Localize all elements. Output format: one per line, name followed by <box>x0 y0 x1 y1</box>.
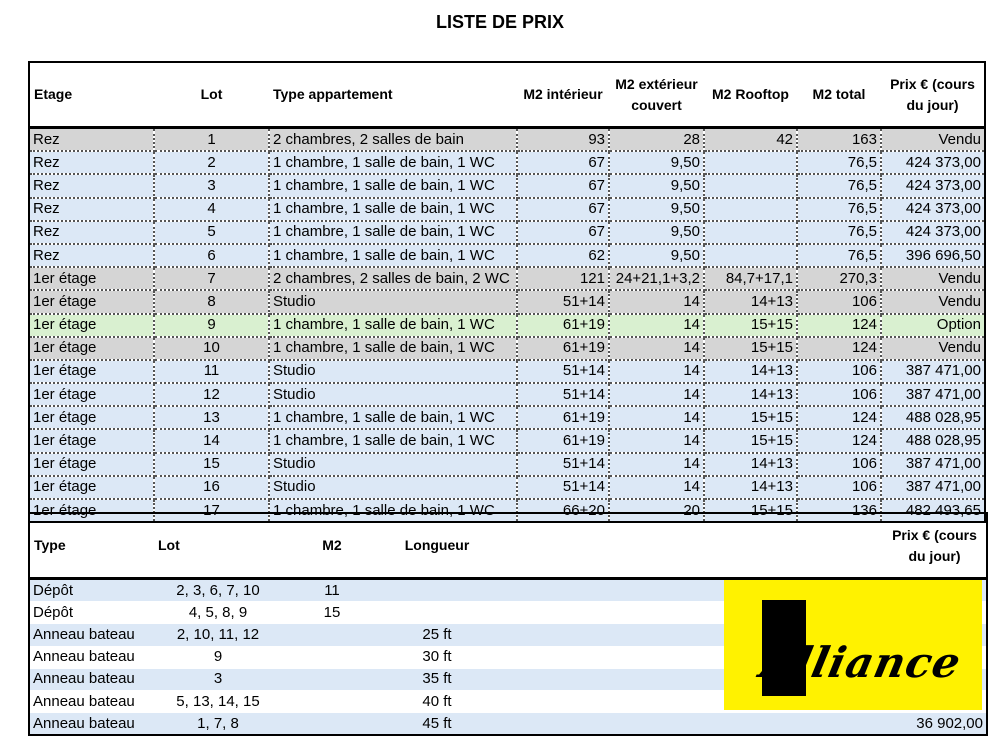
table-cell: 67 <box>517 198 609 221</box>
table-cell: 2, 10, 11, 12 <box>154 624 282 646</box>
table-cell: 8 <box>154 290 269 313</box>
table-cell: 15 <box>154 453 269 476</box>
table-cell: 66+20 <box>517 499 609 522</box>
table-cell: 76,5 <box>797 174 881 197</box>
table-cell: 35 ft <box>382 668 492 690</box>
table-cell: 1 chambre, 1 salle de bain, 1 WC <box>269 174 517 197</box>
page-title: LISTE DE PRIX <box>435 12 565 32</box>
column-header <box>492 513 883 579</box>
table-cell <box>282 646 382 668</box>
column-header: Etage <box>34 86 73 102</box>
table-cell: 16 <box>154 476 269 499</box>
table-cell: 1er étage <box>29 429 154 452</box>
table-row <box>29 713 987 736</box>
table-cell: 14+13 <box>704 453 797 476</box>
table-cell: 76,5 <box>797 244 881 267</box>
table-cell: Anneau bateau <box>29 668 154 690</box>
table-cell: 6 <box>154 244 269 267</box>
table-cell: Vendu <box>881 128 985 152</box>
table-cell: 1er étage <box>29 406 154 429</box>
table-row <box>29 337 985 360</box>
table-cell: 51+14 <box>517 476 609 499</box>
table-cell <box>382 602 492 624</box>
table-row <box>29 290 985 313</box>
column-header: Lot <box>200 86 223 102</box>
table-cell: 124 <box>797 429 881 452</box>
table-cell: 14 <box>609 453 704 476</box>
table-cell: 3 <box>154 174 269 197</box>
table-header-row <box>29 62 985 128</box>
table-cell: 61+19 <box>517 406 609 429</box>
table-cell: 51+14 <box>517 290 609 313</box>
table-cell: Dépôt <box>29 579 154 602</box>
table-cell: 42 <box>704 128 797 152</box>
table-cell: 24+21,1+3,2 <box>609 267 704 290</box>
table-cell: 28 <box>609 128 704 152</box>
table-cell: 270,3 <box>797 267 881 290</box>
table-cell: Studio <box>269 453 517 476</box>
table-cell: 9 <box>154 314 269 337</box>
column-header: M2 total <box>812 86 866 102</box>
table-cell: 124 <box>797 337 881 360</box>
table-cell: 11 <box>154 360 269 383</box>
table-cell: 124 <box>797 314 881 337</box>
table-cell: 61+19 <box>517 337 609 360</box>
table-cell: 12 <box>154 383 269 406</box>
table-cell: 14 <box>609 383 704 406</box>
table-row <box>29 151 985 174</box>
column-header: Type <box>34 537 66 553</box>
table-cell: 14+13 <box>704 290 797 313</box>
table-row <box>29 198 985 221</box>
table-cell <box>382 579 492 602</box>
table-cell: 20 <box>609 499 704 522</box>
table-row <box>29 221 985 244</box>
table-cell: 14 <box>609 476 704 499</box>
table-cell: 106 <box>797 360 881 383</box>
table-cell: 5 <box>154 221 269 244</box>
table-cell: 76,5 <box>797 151 881 174</box>
table-cell: Studio <box>269 290 517 313</box>
table-cell: Studio <box>269 383 517 406</box>
price-table-apartments <box>28 61 986 523</box>
table-cell: 1 chambre, 1 salle de bain, 1 WC <box>269 198 517 221</box>
table-cell: 76,5 <box>797 221 881 244</box>
table-cell: 1 chambre, 1 salle de bain, 1 WC <box>269 244 517 267</box>
table-cell: 13 <box>154 406 269 429</box>
table-cell: 2 chambres, 2 salles de bain <box>269 128 517 152</box>
table-cell: 106 <box>797 383 881 406</box>
alliance-logo <box>724 580 982 710</box>
table-cell <box>704 244 797 267</box>
table-cell: Rez <box>29 198 154 221</box>
table-cell: 4 <box>154 198 269 221</box>
table-row <box>29 383 985 406</box>
table-cell: Vendu <box>881 267 985 290</box>
table-cell: 9,50 <box>609 174 704 197</box>
table-row <box>29 267 985 290</box>
table-cell: Anneau bateau <box>29 690 154 712</box>
table-cell: 15+15 <box>704 406 797 429</box>
table-cell: Anneau bateau <box>29 646 154 668</box>
table-cell: 45 ft <box>382 713 492 736</box>
table-cell: 488 028,95 <box>881 429 985 452</box>
table-cell: 2 chambres, 2 salles de bain, 2 WC <box>269 267 517 290</box>
table-cell: 9,50 <box>609 221 704 244</box>
table-cell: 15+15 <box>704 499 797 522</box>
table-cell <box>492 713 883 736</box>
table-cell: 62 <box>517 244 609 267</box>
table-cell: 163 <box>797 128 881 152</box>
table-cell: 76,5 <box>797 198 881 221</box>
table-cell <box>704 198 797 221</box>
table-cell: 84,7+17,1 <box>704 267 797 290</box>
table-cell <box>704 151 797 174</box>
table-cell <box>282 690 382 712</box>
table-cell: 387 471,00 <box>881 453 985 476</box>
table-cell: 3 <box>154 668 282 690</box>
column-header: Prix € (cours du jour) <box>892 526 977 564</box>
table-cell: Vendu <box>881 290 985 313</box>
table-cell: Rez <box>29 174 154 197</box>
table-cell: 67 <box>517 151 609 174</box>
table-cell: 7 <box>154 267 269 290</box>
column-header: Lot <box>158 537 180 553</box>
table-cell: 14+13 <box>704 383 797 406</box>
table-cell: 1 chambre, 1 salle de bain, 1 WC <box>269 337 517 360</box>
table-cell: 40 ft <box>382 690 492 712</box>
table-cell: 1 chambre, 1 salle de bain, 1 WC <box>269 429 517 452</box>
column-header: Prix € (cours du jour) <box>890 75 975 113</box>
table-cell: 15+15 <box>704 337 797 360</box>
table-row <box>29 476 985 499</box>
table-cell: 14 <box>609 406 704 429</box>
table-cell: 67 <box>517 221 609 244</box>
table-cell: 14 <box>609 290 704 313</box>
table-cell: 136 <box>797 499 881 522</box>
table-cell: 387 471,00 <box>881 383 985 406</box>
table-cell: 5, 13, 14, 15 <box>154 690 282 712</box>
table-cell: Rez <box>29 244 154 267</box>
table-cell: 61+19 <box>517 314 609 337</box>
table-cell: 1er étage <box>29 453 154 476</box>
table-cell: 424 373,00 <box>881 174 985 197</box>
table-cell: 9,50 <box>609 244 704 267</box>
table-cell: 396 696,50 <box>881 244 985 267</box>
table-cell: 14 <box>609 337 704 360</box>
table-cell: 1 chambre, 1 salle de bain, 1 WC <box>269 499 517 522</box>
table-cell: 1er étage <box>29 499 154 522</box>
table-cell: 387 471,00 <box>881 360 985 383</box>
table-cell: Anneau bateau <box>29 624 154 646</box>
table-cell: 10 <box>154 337 269 360</box>
table-cell: 14 <box>609 360 704 383</box>
table-cell: 106 <box>797 453 881 476</box>
table-cell: Rez <box>29 128 154 152</box>
table-cell: 15+15 <box>704 429 797 452</box>
table-cell: 482 493,65 <box>881 499 985 522</box>
table-cell: 1er étage <box>29 290 154 313</box>
table-cell: 14 <box>609 314 704 337</box>
table-cell: 36 902,00 <box>883 713 987 736</box>
table-cell <box>704 174 797 197</box>
column-header: Type appartement <box>273 86 393 102</box>
table-cell: 93 <box>517 128 609 152</box>
table-cell: Rez <box>29 221 154 244</box>
table-cell: 106 <box>797 290 881 313</box>
column-header: M2 intérieur <box>523 86 603 102</box>
table-cell: 1, 7, 8 <box>154 713 282 736</box>
table-cell: 51+14 <box>517 383 609 406</box>
column-header: Longueur <box>404 537 470 553</box>
table-cell: 14 <box>154 429 269 452</box>
table-cell: Studio <box>269 360 517 383</box>
table-cell: 1er étage <box>29 476 154 499</box>
table-row <box>29 429 985 452</box>
table-cell <box>282 668 382 690</box>
table-row <box>29 360 985 383</box>
table-cell: Anneau bateau <box>29 713 154 736</box>
table-cell: 424 373,00 <box>881 151 985 174</box>
table-cell: 424 373,00 <box>881 198 985 221</box>
table-cell: 30 ft <box>382 646 492 668</box>
column-header: M2 extérieur couvert <box>615 75 698 113</box>
table-row <box>29 406 985 429</box>
table-cell: 1 chambre, 1 salle de bain, 1 WC <box>269 406 517 429</box>
table-cell: 1 chambre, 1 salle de bain, 1 WC <box>269 221 517 244</box>
table-cell: 51+14 <box>517 360 609 383</box>
table-cell: 1er étage <box>29 314 154 337</box>
table-row <box>29 128 985 152</box>
table-cell: 1 <box>154 128 269 152</box>
table-cell: 67 <box>517 174 609 197</box>
table-row <box>29 174 985 197</box>
table-row <box>29 453 985 476</box>
table-cell: 15 <box>282 602 382 624</box>
table-body <box>29 128 985 523</box>
table-cell: 9,50 <box>609 151 704 174</box>
table-cell: 17 <box>154 499 269 522</box>
table-cell: Vendu <box>881 337 985 360</box>
table-cell: 11 <box>282 579 382 602</box>
table-row <box>29 314 985 337</box>
table-cell: 121 <box>517 267 609 290</box>
table-cell: 1er étage <box>29 383 154 406</box>
table-cell: 25 ft <box>382 624 492 646</box>
table-cell: 1 chambre, 1 salle de bain, 1 WC <box>269 314 517 337</box>
table-cell: 106 <box>797 476 881 499</box>
table-cell <box>282 713 382 736</box>
table-cell: 1 chambre, 1 salle de bain, 1 WC <box>269 151 517 174</box>
table-cell: Studio <box>269 476 517 499</box>
table-cell: 1er étage <box>29 337 154 360</box>
table-cell: 488 028,95 <box>881 406 985 429</box>
table-cell: 15+15 <box>704 314 797 337</box>
table-cell: Rez <box>29 151 154 174</box>
table-cell: 9,50 <box>609 198 704 221</box>
table-row <box>29 244 985 267</box>
table-cell: 387 471,00 <box>881 476 985 499</box>
table-cell: 1er étage <box>29 360 154 383</box>
table-cell: 61+19 <box>517 429 609 452</box>
table-cell: 4, 5, 8, 9 <box>154 602 282 624</box>
table-cell: 14+13 <box>704 360 797 383</box>
table-cell <box>704 221 797 244</box>
table-cell: 424 373,00 <box>881 221 985 244</box>
table-cell: 124 <box>797 406 881 429</box>
table-cell: Option <box>881 314 985 337</box>
table-cell: 14 <box>609 429 704 452</box>
column-header: M2 <box>322 537 342 553</box>
table-cell <box>282 624 382 646</box>
table-header-row <box>29 513 987 579</box>
table-cell: 1er étage <box>29 267 154 290</box>
table-cell: 2, 3, 6, 7, 10 <box>154 579 282 602</box>
table-cell: 51+14 <box>517 453 609 476</box>
table-cell: Dépôt <box>29 602 154 624</box>
table-cell: 14+13 <box>704 476 797 499</box>
table-cell: 2 <box>154 151 269 174</box>
logo-text: Alliance <box>756 638 966 687</box>
table-cell: 9 <box>154 646 282 668</box>
column-header: M2 Rooftop <box>712 86 789 102</box>
